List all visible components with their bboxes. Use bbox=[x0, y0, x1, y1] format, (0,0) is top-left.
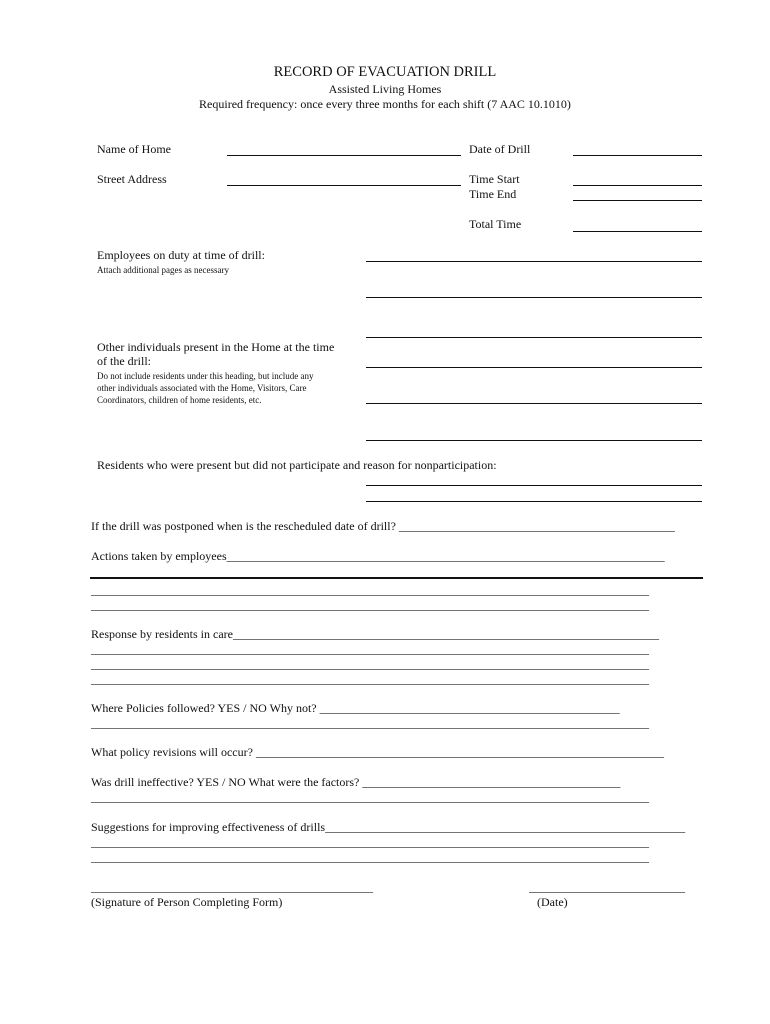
others-note-line3: Coordinators, children of home residents, etc. bbox=[97, 395, 262, 405]
actions-question[interactable]: Actions taken by employees_________________________________________________________________________ bbox=[91, 549, 665, 563]
form-subtitle: Assisted Living Homes bbox=[328, 82, 442, 96]
others-line-4[interactable] bbox=[366, 440, 702, 441]
street-address-field[interactable] bbox=[227, 185, 461, 186]
street-address-label: Street Address bbox=[97, 172, 167, 186]
suggestions-question[interactable]: Suggestions for improving effectiveness of drills____________________________________________________________ bbox=[91, 820, 686, 834]
residents-label: Residents who were present but did not participate and reason for nonparticipation: bbox=[97, 458, 497, 472]
others-line-1[interactable] bbox=[366, 337, 702, 338]
others-line-2[interactable] bbox=[366, 367, 702, 368]
response-blank-2[interactable]: _____________________________________________________________________________________________ bbox=[91, 657, 649, 671]
employees-note: Attach additional pages as necessary bbox=[97, 265, 229, 275]
date-label: (Date) bbox=[537, 895, 568, 909]
total-time-field[interactable] bbox=[573, 231, 702, 232]
form-title: RECORD OF EVACUATION DRILL bbox=[273, 64, 497, 80]
signature-label: (Signature of Person Completing Form) bbox=[91, 895, 283, 909]
revisions-question[interactable]: What policy revisions will occur? ____________________________________________________________________ bbox=[91, 745, 664, 759]
suggestions-blank-1[interactable]: _____________________________________________________________________________________________ bbox=[91, 835, 649, 849]
residents-line-1[interactable] bbox=[366, 485, 702, 486]
employees-label: Employees on duty at time of drill: bbox=[97, 248, 265, 262]
frequency-note: Required frequency: once every three months for each shift (7 AAC 10.1010) bbox=[199, 97, 571, 111]
time-start-label: Time Start bbox=[469, 172, 520, 186]
policies-blank-1[interactable]: _____________________________________________________________________________________________ bbox=[91, 716, 649, 730]
others-label-line2: of the drill: bbox=[97, 354, 151, 368]
time-end-label: Time End bbox=[469, 187, 517, 201]
response-blank-3[interactable]: _____________________________________________________________________________________________ bbox=[91, 672, 649, 686]
residents-line-2[interactable] bbox=[366, 501, 702, 502]
ineffective-blank-1[interactable]: _____________________________________________________________________________________________ bbox=[91, 790, 649, 804]
section-divider bbox=[90, 577, 703, 579]
date-line[interactable]: __________________________ bbox=[529, 880, 685, 894]
suggestions-blank-2[interactable]: _____________________________________________________________________________________________ bbox=[91, 850, 649, 864]
actions-blank-2[interactable]: _____________________________________________________________________________________________ bbox=[91, 598, 649, 612]
employees-line-2[interactable] bbox=[366, 297, 702, 298]
employees-line-1[interactable] bbox=[366, 261, 702, 262]
date-of-drill-label: Date of Drill bbox=[469, 142, 531, 156]
others-label-line1: Other individuals present in the Home at the time bbox=[97, 340, 335, 354]
time-end-field[interactable] bbox=[573, 200, 702, 201]
others-note-line1: Do not include residents under this heading, but include any bbox=[97, 371, 314, 381]
policies-question[interactable]: Where Policies followed? YES / NO Why not? __________________________________________________ bbox=[91, 701, 620, 715]
time-start-field[interactable] bbox=[573, 185, 702, 186]
others-note-line2: other individuals associated with the Home, Visitors, Care bbox=[97, 383, 307, 393]
postponed-question[interactable]: If the drill was postponed when is the rescheduled date of drill? ______________________________________________ bbox=[91, 519, 675, 533]
ineffective-question[interactable]: Was drill ineffective? YES / NO What were the factors? ___________________________________________ bbox=[91, 775, 621, 789]
signature-line[interactable]: _______________________________________________ bbox=[91, 880, 373, 894]
total-time-label: Total Time bbox=[469, 217, 522, 231]
others-line-3[interactable] bbox=[366, 403, 702, 404]
response-blank-1[interactable]: _____________________________________________________________________________________________ bbox=[91, 642, 649, 656]
actions-blank-1[interactable]: _____________________________________________________________________________________________ bbox=[91, 583, 649, 597]
name-of-home-label: Name of Home bbox=[97, 142, 171, 156]
name-of-home-field[interactable] bbox=[227, 155, 461, 156]
date-of-drill-field[interactable] bbox=[573, 155, 702, 156]
response-question[interactable]: Response by residents in care_______________________________________________________________________ bbox=[91, 627, 659, 641]
